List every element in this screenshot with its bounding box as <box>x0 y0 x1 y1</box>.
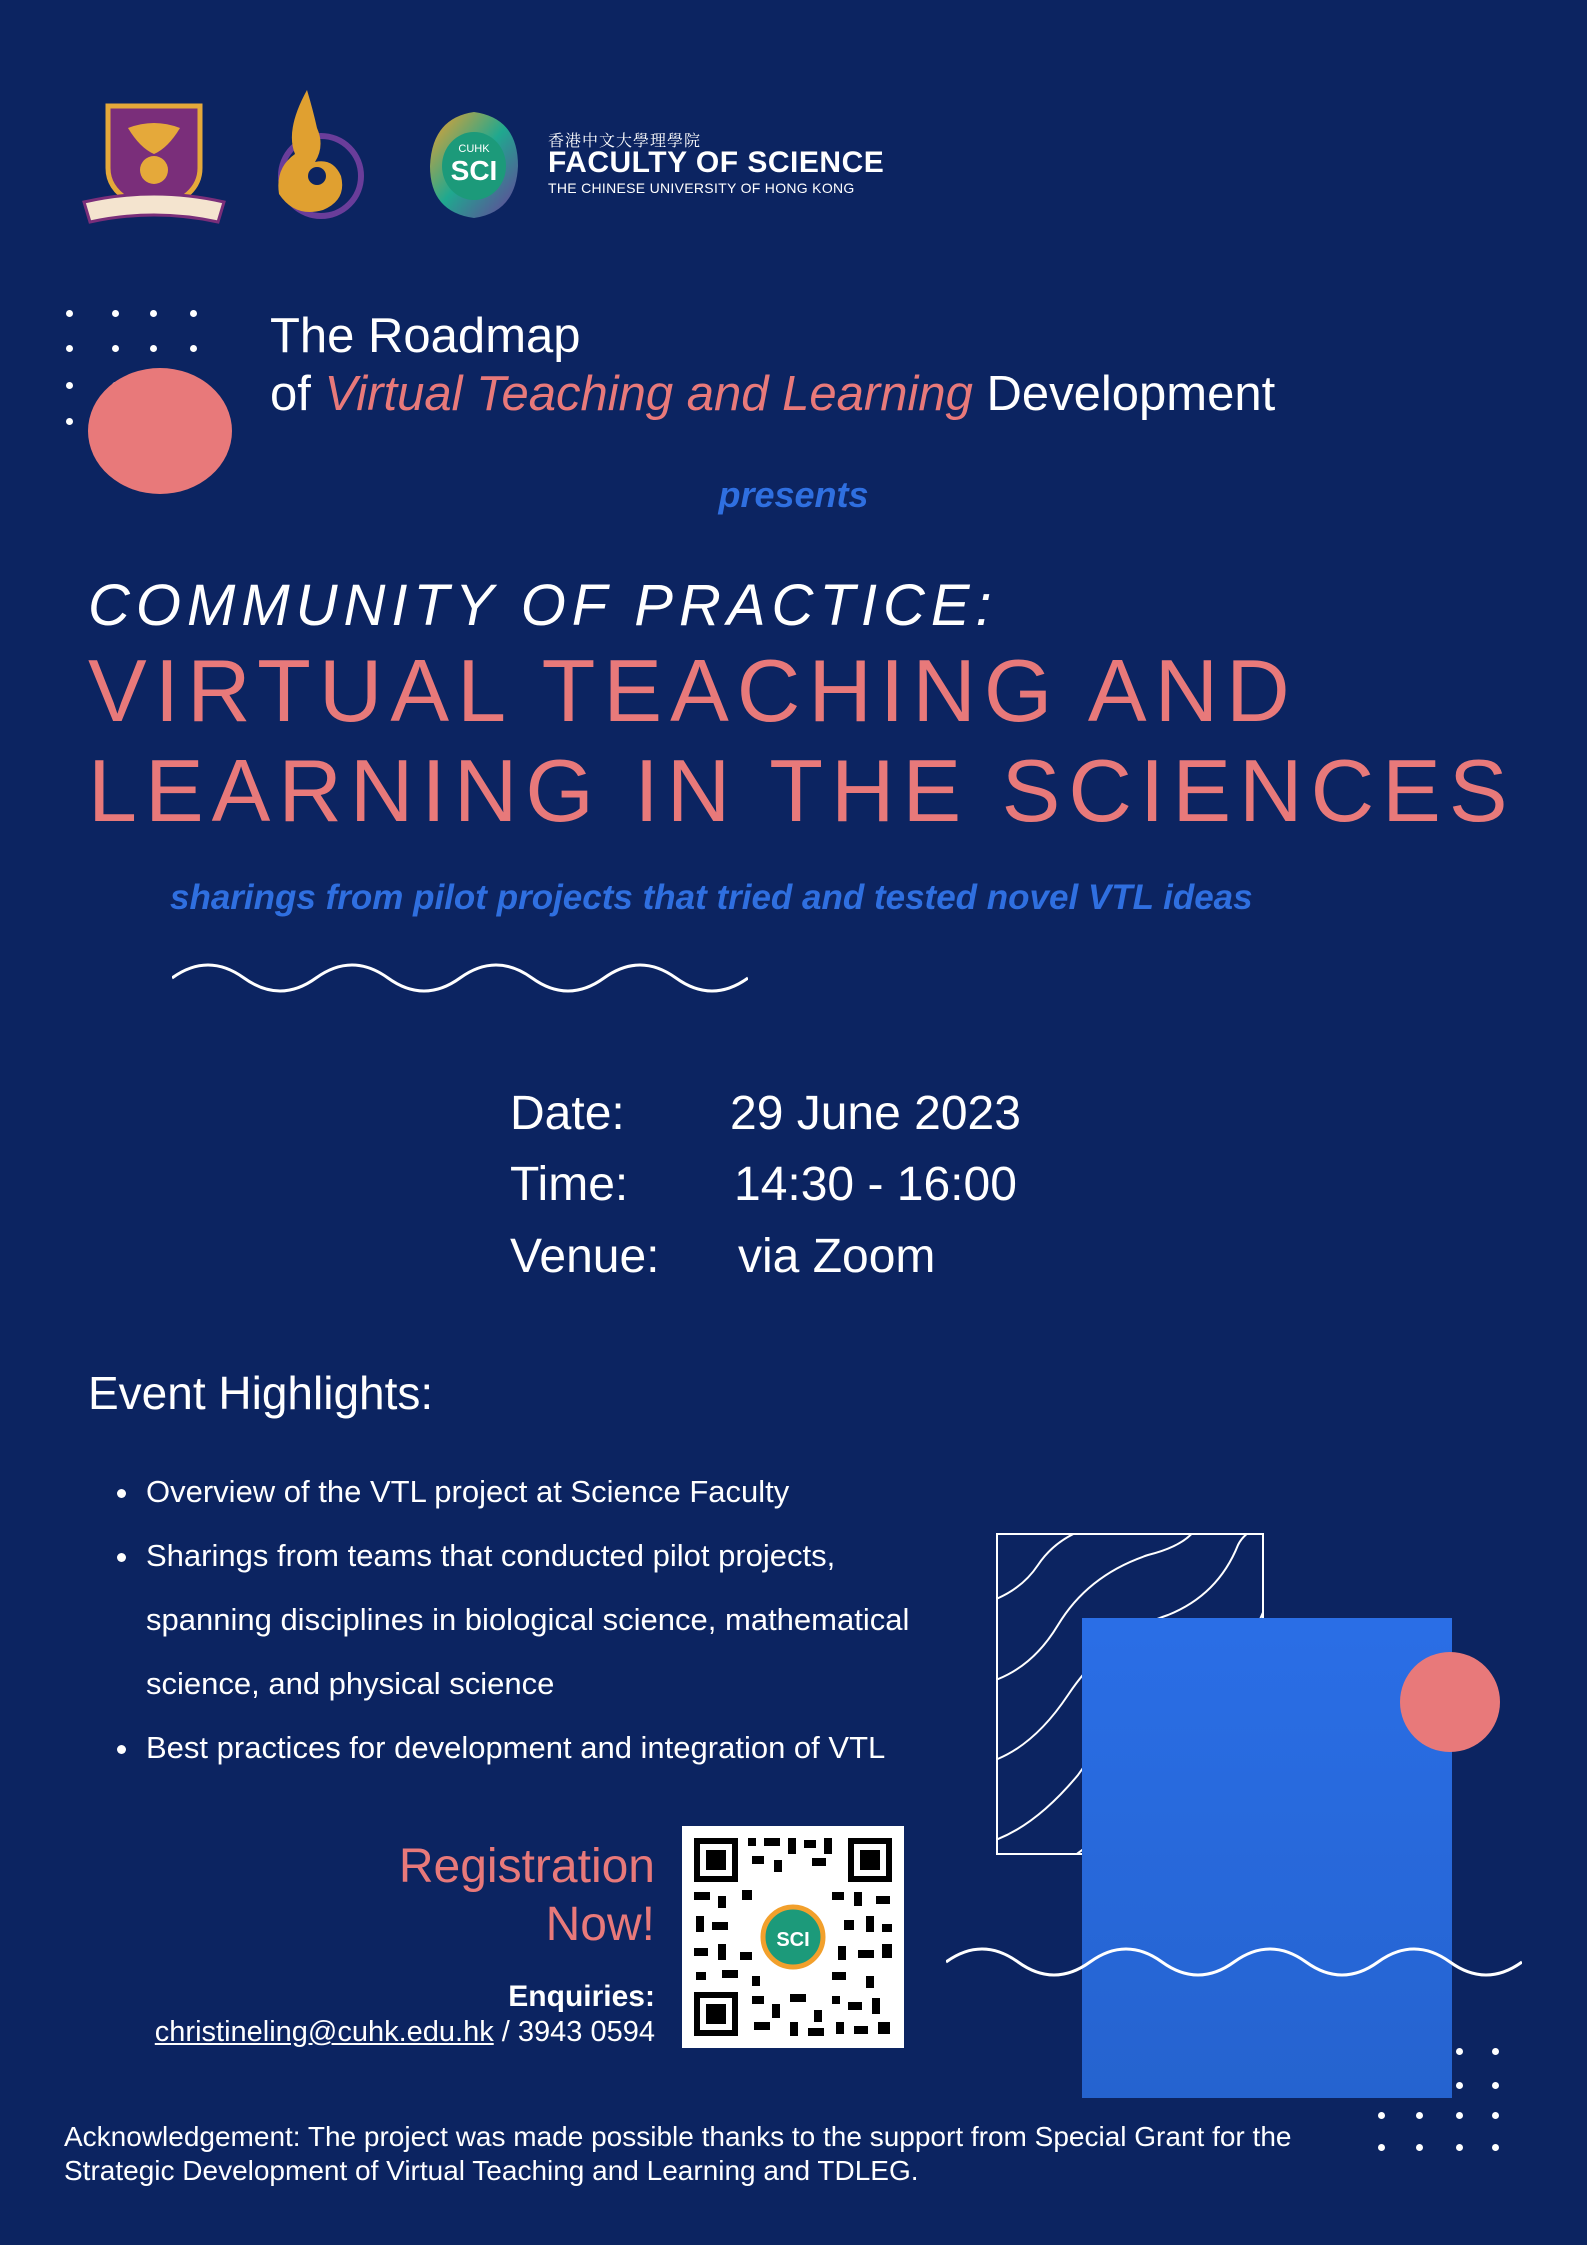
acknowledgement-text: Acknowledgement: The project was made possible thanks to the support from Special Grant for the Strategic Development of Virtual Teaching and Learning and TDLEG. <box>64 2121 1292 2186</box>
time-label: Time: <box>510 1158 629 1211</box>
highlights-list <box>110 1460 1022 1780</box>
svg-text:SCI: SCI <box>450 155 498 186</box>
time-value: 14:30 - 16:00 <box>734 1158 1017 1211</box>
enquiries-label: Enquiries: <box>508 1980 655 2013</box>
wave-decoration-right <box>946 1936 1522 1986</box>
venue-value: via Zoom <box>738 1230 936 1283</box>
roadmap-line-1: The Roadmap <box>270 309 581 363</box>
main-title-line-2: LEARNING IN THE SCIENCES <box>88 741 1516 840</box>
registration-line-2: Now! <box>545 1898 655 1951</box>
highlight-item-overview: • Overview of the VTL project at Science Faculty <box>142 1460 1022 1524</box>
venue-label: Venue: <box>510 1230 660 1283</box>
roadmap-line-2: of Virtual Teaching and Learning Development <box>270 367 1276 421</box>
presents-text: presents <box>718 474 869 515</box>
cuhk-crest-logo <box>78 98 230 226</box>
faculty-name: FACULTY OF SCIENCE <box>548 146 885 179</box>
registration-qr-code[interactable] <box>682 1826 904 2048</box>
date-value: 29 June 2023 <box>730 1087 1021 1140</box>
enquiries-phone: 3943 0594 <box>517 2016 655 2048</box>
community-of-practice-kicker: COMMUNITY OF PRACTICE: <box>88 573 998 638</box>
coral-circle-small-decoration <box>1400 1652 1500 1752</box>
faculty-chinese-name: 香港中文大學理學院 <box>548 133 702 150</box>
highlight-item-best-practices: • Best practices for development and integration of VTL <box>142 1716 1022 1780</box>
wave-decoration <box>172 952 748 1004</box>
blue-rectangle-decoration <box>1082 1618 1452 2098</box>
highlight-item-sharings: • Sharings from teams that conducted pilot projects, spanning disciplines in biological science, mathematical science, and physical science <box>142 1524 966 1716</box>
registration-line-1: Registration <box>398 1840 655 1893</box>
enquiries-email-link[interactable]: christineling@cuhk.edu.hk <box>154 2016 494 2048</box>
roadmap-highlight: Virtual Teaching and Learning <box>324 367 973 421</box>
event-highlights-title: Event Highlights: <box>88 1367 434 1419</box>
university-name: THE CHINESE UNIVERSITY OF HONG KONG <box>548 180 855 196</box>
sci-badge-icon <box>426 108 522 222</box>
anniversary-flame-logo <box>255 84 375 224</box>
date-label: Date: <box>510 1087 625 1140</box>
svg-text:SCI: SCI <box>776 1929 810 1951</box>
main-title-line-1: VIRTUAL TEACHING AND <box>88 641 1298 740</box>
tagline: sharings from pilot projects that tried and tested novel VTL ideas <box>170 878 1253 917</box>
enquiries-contact: christineling@cuhk.edu.hk / 3943 0594 <box>154 2016 655 2048</box>
svg-text:CUHK: CUHK <box>458 143 490 155</box>
registration-heading <box>399 1838 655 1954</box>
